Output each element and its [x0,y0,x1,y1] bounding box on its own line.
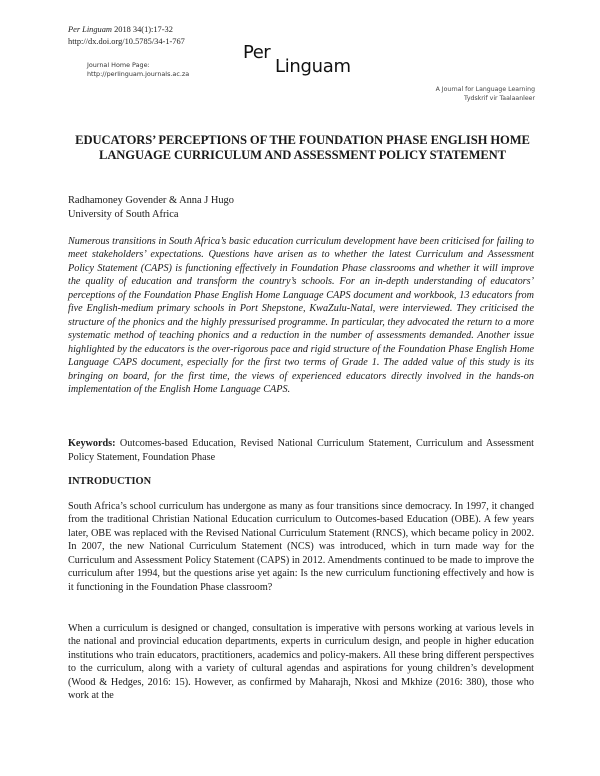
citation-block [68,24,185,47]
keywords-label: Keywords: [68,438,116,449]
keywords [68,437,534,464]
authors: Radhamoney Govender & Anna J Hugo [68,195,234,206]
doi-link[interactable]: http://dx.doi.org/10.5785/34-1-767 [68,36,185,46]
journal-home-page [87,61,189,79]
journal-tagline [436,85,535,103]
citation-volume: 2018 34(1):17-32 [111,25,173,34]
citation-journal-name: Per Linguam [68,25,112,34]
tagline-english: A Journal for Language Learning [435,86,535,93]
citation-line [68,24,185,36]
affiliation: University of South Africa [68,209,179,220]
journal-logo [240,42,370,82]
logo-linguam: Linguam [275,56,351,77]
tagline-afrikaans: Tydskrif vir Taalaanleer [464,95,535,102]
body-paragraph: South Africa’s school curriculum has undergone as many as four transitions since democracy. In 1997, it changed from the traditional Christian National Education curriculum to Outcomes-based Education (OBE). A few years later, OBE was replaced with the Revised National Curriculum Statement (RNCS), which became policy in 2002. In 2007, the new National Curriculum Statement (NCS) was introduced, which in turn made way for the Curriculum and Assessment Policy Statement (CAPS) in 2012. Amendments continued to be made to improve the curriculum after 1994, but the questions arise yet again: Is the new curriculum functioning effectively and how is it functioning in the Foundation Phase classroom? [68,501,534,593]
logo-per: Per [243,42,271,63]
article-title: EDUCATORS’ PERCEPTIONS OF THE FOUNDATION PHASE ENGLISH HOME LANGUAGE CURRICULUM AND ASSESSMENT POLICY STATEMENT [75,133,530,162]
home-page-label: Journal Home Page: [87,61,150,69]
keywords-list: Outcomes-based Education, Revised National Curriculum Statement, Curriculum and Assessment Policy Statement, Foundation Phase [68,438,534,463]
body-paragraph: When a curriculum is designed or changed, consultation is imperative with persons working at various levels in the national and provincial education departments, experts in curriculum design, and people in higher education institutions who train educators, practitioners, academics and policy-makers. All these bring different perspectives to the curriculum, along with a variety of cultural agendas and aspirations for young children’s development (Wood & Hedges, 2016: 15). However, as confirmed by Maharajh, Nkosi and Mkhize (2016: 380), those who work at the [68,623,534,702]
home-page-url[interactable]: http://perlinguam.journals.ac.za [87,70,190,78]
author-block [68,194,234,222]
section-heading-introduction: INTRODUCTION [68,476,152,487]
abstract: Numerous transitions in South Africa’s basic education curriculum development have been criticised for failing to meet stakeholders’ expectations. Questions have arisen as to whether the latest Curriculum and Assessment Policy Statement (CAPS) is functioning effectively in Foundation Phase classrooms and whether it will improve the quality of education and transform the country’s schools. For an in-depth understanding of educators’ perceptions of the Foundation Phase English Home Language CAPS document and workbook, 13 educators from five English-medium primary schools in Port Shepstone, KwaZulu-Natal, were interviewed. They criticised the structure of the phonics and the highly pressurised programme. In particular, they advocated the return to a more systematic method of teaching phonics and a reduction in the number of assessments demanded. Another issue highlighted by the educators is the over-rigorous pace and rigid structure of the Foundation Phase English Home Language CAPS document, especially for the first two terms of Grade 1. The added value of this study is its bringing on board, for the first time, the views of experienced educators directly involved in the hands-on implementation of the English Home Language CAPS. [68,236,534,395]
